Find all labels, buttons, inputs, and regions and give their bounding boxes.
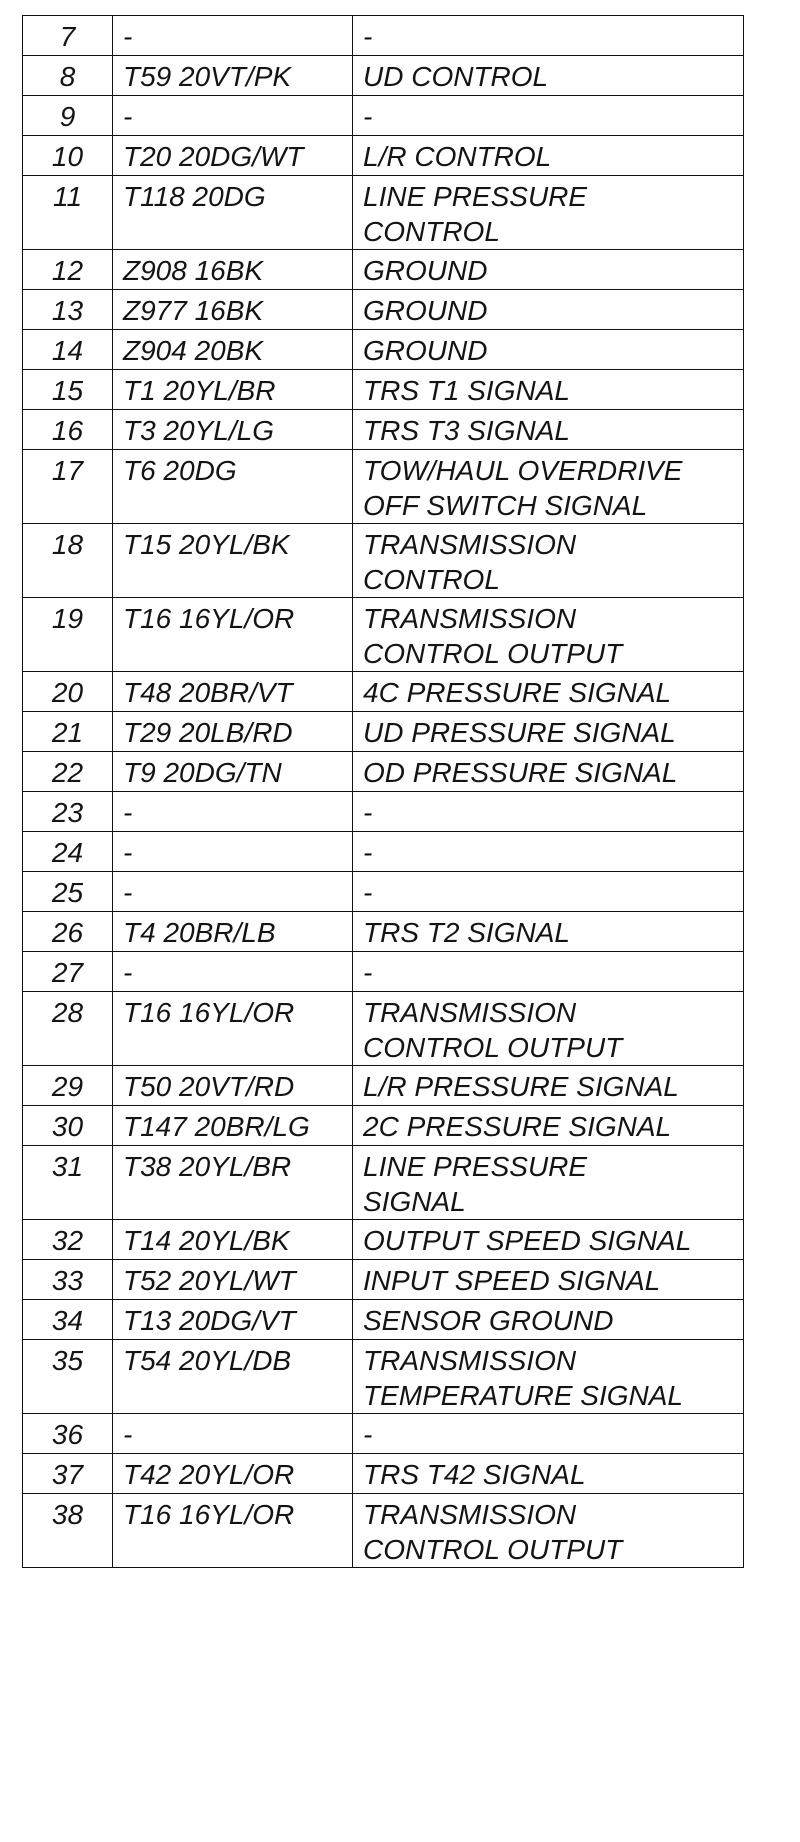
circuit-cell-text: T16 16YL/OR xyxy=(123,1499,295,1530)
circuit-cell-text: T13 20DG/VT xyxy=(123,1305,296,1336)
circuit-cell xyxy=(113,1454,353,1494)
pin-cell-text: 22 xyxy=(51,757,84,788)
pin-cell-text: 34 xyxy=(51,1305,84,1336)
table-row xyxy=(23,1454,744,1494)
circuit-cell-text: T118 20DG xyxy=(123,181,266,212)
function-cell xyxy=(353,370,744,410)
circuit-cell-text: - xyxy=(123,101,133,132)
table-row xyxy=(23,96,744,136)
function-cell xyxy=(353,1454,744,1494)
function-cell-text: TRS T1 SIGNAL xyxy=(363,375,570,406)
table-row xyxy=(23,136,744,176)
pin-cell xyxy=(23,1220,113,1260)
circuit-cell-text: T38 20YL/BR xyxy=(123,1151,292,1182)
circuit-cell-text: T42 20YL/OR xyxy=(123,1459,295,1490)
pin-cell xyxy=(23,1066,113,1106)
circuit-cell xyxy=(113,832,353,872)
table-row xyxy=(23,912,744,952)
pin-table-body xyxy=(23,16,744,1568)
pin-cell xyxy=(23,1340,113,1414)
function-cell-text: - xyxy=(363,101,373,132)
circuit-cell xyxy=(113,1340,353,1414)
table-row xyxy=(23,598,744,672)
pin-cell xyxy=(23,832,113,872)
function-cell xyxy=(353,1340,744,1414)
pin-cell xyxy=(23,872,113,912)
function-cell xyxy=(353,1106,744,1146)
circuit-cell xyxy=(113,290,353,330)
pin-cell-text: 11 xyxy=(52,181,83,212)
circuit-cell-text: T52 20YL/WT xyxy=(123,1265,296,1296)
pin-cell xyxy=(23,16,113,56)
pin-cell-text: 23 xyxy=(51,797,84,828)
function-cell xyxy=(353,16,744,56)
pin-cell xyxy=(23,1494,113,1568)
pin-cell xyxy=(23,912,113,952)
circuit-cell xyxy=(113,524,353,598)
pin-cell-text: 9 xyxy=(59,101,76,132)
pin-cell xyxy=(23,330,113,370)
circuit-cell-text: T48 20BR/VT xyxy=(123,677,293,708)
table-row xyxy=(23,712,744,752)
table-row xyxy=(23,792,744,832)
pin-cell-text: 28 xyxy=(51,997,84,1028)
function-cell xyxy=(353,290,744,330)
circuit-cell xyxy=(113,1260,353,1300)
pin-cell-text: 17 xyxy=(51,455,84,486)
table-row xyxy=(23,952,744,992)
pin-cell xyxy=(23,1106,113,1146)
table-row xyxy=(23,450,744,524)
function-cell-text: TRANSMISSION TEMPERATURE SIGNAL xyxy=(363,1345,683,1411)
function-cell-text: - xyxy=(363,21,373,52)
table-row xyxy=(23,330,744,370)
circuit-cell-text: T9 20DG/TN xyxy=(123,757,282,788)
table-row xyxy=(23,1340,744,1414)
pin-cell-text: 18 xyxy=(51,529,84,560)
pin-cell-text: 25 xyxy=(51,877,84,908)
function-cell xyxy=(353,410,744,450)
circuit-cell-text: - xyxy=(123,877,133,908)
function-cell-text: UD PRESSURE SIGNAL xyxy=(363,717,676,748)
pin-table xyxy=(22,15,744,1568)
circuit-cell-text: T6 20DG xyxy=(123,455,237,486)
function-cell xyxy=(353,832,744,872)
function-cell-text: SENSOR GROUND xyxy=(363,1305,614,1336)
function-cell xyxy=(353,1146,744,1220)
function-cell xyxy=(353,752,744,792)
function-cell xyxy=(353,330,744,370)
circuit-cell xyxy=(113,56,353,96)
circuit-cell-text: T16 16YL/OR xyxy=(123,603,295,634)
function-cell xyxy=(353,598,744,672)
pin-cell-text: 36 xyxy=(51,1419,84,1450)
pin-cell xyxy=(23,290,113,330)
function-cell-text: OD PRESSURE SIGNAL xyxy=(363,757,678,788)
circuit-cell-text: T16 16YL/OR xyxy=(123,997,295,1028)
circuit-cell-text: - xyxy=(123,797,133,828)
circuit-cell xyxy=(113,992,353,1066)
pin-cell xyxy=(23,992,113,1066)
circuit-cell-text: T3 20YL/LG xyxy=(123,415,274,446)
circuit-cell-text: T1 20YL/BR xyxy=(123,375,276,406)
circuit-cell-text: - xyxy=(123,1419,133,1450)
table-row xyxy=(23,1106,744,1146)
circuit-cell xyxy=(113,176,353,250)
circuit-cell-text: T50 20VT/RD xyxy=(123,1071,295,1102)
circuit-cell xyxy=(113,1146,353,1220)
circuit-cell-text: T54 20YL/DB xyxy=(123,1345,292,1376)
function-cell-text: L/R CONTROL xyxy=(363,141,552,172)
function-cell xyxy=(353,1494,744,1568)
pin-cell xyxy=(23,370,113,410)
function-cell-text: - xyxy=(363,837,373,868)
pin-cell xyxy=(23,56,113,96)
table-row xyxy=(23,672,744,712)
pin-cell-text: 33 xyxy=(51,1265,84,1296)
function-cell-text: - xyxy=(363,877,373,908)
pin-cell-text: 29 xyxy=(51,1071,84,1102)
pin-cell xyxy=(23,1260,113,1300)
function-cell xyxy=(353,992,744,1066)
function-cell-text: - xyxy=(363,797,373,828)
pin-cell-text: 32 xyxy=(51,1225,84,1256)
function-cell-text: TOW/HAUL OVERDRIVE OFF SWITCH SIGNAL xyxy=(363,455,683,521)
table-row xyxy=(23,992,744,1066)
table-row xyxy=(23,16,744,56)
pin-cell xyxy=(23,1414,113,1454)
circuit-cell-text: - xyxy=(123,957,133,988)
function-cell-text: TRS T2 SIGNAL xyxy=(363,917,570,948)
circuit-cell xyxy=(113,912,353,952)
pin-cell xyxy=(23,1454,113,1494)
function-cell-text: GROUND xyxy=(363,295,488,326)
table-row xyxy=(23,410,744,450)
circuit-cell-text: T59 20VT/PK xyxy=(123,61,292,92)
table-row xyxy=(23,176,744,250)
circuit-cell-text: T14 20YL/BK xyxy=(123,1225,290,1256)
table-row xyxy=(23,250,744,290)
function-cell xyxy=(353,872,744,912)
table-row xyxy=(23,524,744,598)
circuit-cell xyxy=(113,250,353,290)
function-cell xyxy=(353,1220,744,1260)
pin-cell-text: 12 xyxy=(51,255,84,286)
circuit-cell xyxy=(113,952,353,992)
function-cell-text: LINE PRESSURE SIGNAL xyxy=(363,1151,588,1217)
pin-cell-text: 14 xyxy=(51,335,84,366)
table-row xyxy=(23,752,744,792)
function-cell-text: - xyxy=(363,957,373,988)
function-cell-text: 4C PRESSURE SIGNAL xyxy=(363,677,672,708)
pin-cell-text: 7 xyxy=(59,21,76,52)
table-row xyxy=(23,1494,744,1568)
pin-cell xyxy=(23,1300,113,1340)
function-cell-text: LINE PRESSURE CONTROL xyxy=(363,181,588,247)
circuit-cell-text: T15 20YL/BK xyxy=(123,529,290,560)
table-row xyxy=(23,832,744,872)
table-row xyxy=(23,290,744,330)
pin-cell xyxy=(23,524,113,598)
pin-cell xyxy=(23,598,113,672)
function-cell-text: TRANSMISSION CONTROL xyxy=(363,529,577,595)
pin-cell-text: 19 xyxy=(51,603,84,634)
function-cell-text: TRANSMISSION CONTROL OUTPUT xyxy=(363,997,623,1063)
circuit-cell xyxy=(113,1300,353,1340)
table-row xyxy=(23,56,744,96)
function-cell xyxy=(353,524,744,598)
pin-cell xyxy=(23,136,113,176)
circuit-cell xyxy=(113,872,353,912)
pin-cell xyxy=(23,96,113,136)
circuit-cell-text: T29 20LB/RD xyxy=(123,717,293,748)
pin-cell-text: 26 xyxy=(51,917,84,948)
function-cell xyxy=(353,1300,744,1340)
circuit-cell xyxy=(113,96,353,136)
pin-cell xyxy=(23,450,113,524)
function-cell xyxy=(353,250,744,290)
table-row xyxy=(23,1260,744,1300)
circuit-cell xyxy=(113,410,353,450)
function-cell-text: 2C PRESSURE SIGNAL xyxy=(363,1111,672,1142)
function-cell-text: GROUND xyxy=(363,255,488,286)
function-cell-text: TRS T3 SIGNAL xyxy=(363,415,570,446)
pin-cell xyxy=(23,752,113,792)
circuit-cell xyxy=(113,792,353,832)
function-cell xyxy=(353,712,744,752)
table-row xyxy=(23,1414,744,1454)
table-row xyxy=(23,370,744,410)
circuit-cell xyxy=(113,370,353,410)
function-cell-text: TRS T42 SIGNAL xyxy=(363,1459,586,1490)
pin-cell xyxy=(23,176,113,250)
circuit-cell xyxy=(113,450,353,524)
circuit-cell xyxy=(113,330,353,370)
circuit-cell xyxy=(113,1494,353,1568)
pin-cell-text: 13 xyxy=(51,295,84,326)
pin-cell-text: 10 xyxy=(51,141,84,172)
pin-cell xyxy=(23,952,113,992)
circuit-cell-text: - xyxy=(123,21,133,52)
circuit-cell-text: T20 20DG/WT xyxy=(123,141,304,172)
function-cell xyxy=(353,1260,744,1300)
function-cell-text: GROUND xyxy=(363,335,488,366)
circuit-cell xyxy=(113,672,353,712)
function-cell-text: TRANSMISSION CONTROL OUTPUT xyxy=(363,1499,623,1565)
function-cell xyxy=(353,672,744,712)
function-cell xyxy=(353,136,744,176)
circuit-cell xyxy=(113,712,353,752)
pin-cell xyxy=(23,1146,113,1220)
function-cell xyxy=(353,176,744,250)
table-row xyxy=(23,1146,744,1220)
circuit-cell-text: T4 20BR/LB xyxy=(123,917,276,948)
pin-cell-text: 8 xyxy=(59,61,76,92)
circuit-cell xyxy=(113,1106,353,1146)
function-cell xyxy=(353,450,744,524)
circuit-cell-text: Z904 20BK xyxy=(123,335,264,366)
table-row xyxy=(23,1300,744,1340)
circuit-cell-text: - xyxy=(123,837,133,868)
pin-cell-text: 16 xyxy=(51,415,84,446)
circuit-cell xyxy=(113,752,353,792)
pin-cell-text: 35 xyxy=(51,1345,84,1376)
function-cell-text: TRANSMISSION CONTROL OUTPUT xyxy=(363,603,623,669)
pin-cell-text: 37 xyxy=(51,1459,84,1490)
circuit-cell xyxy=(113,1220,353,1260)
pin-cell-text: 15 xyxy=(51,375,84,406)
circuit-cell xyxy=(113,16,353,56)
table-row xyxy=(23,1066,744,1106)
pin-cell xyxy=(23,672,113,712)
function-cell xyxy=(353,1066,744,1106)
pin-cell-text: 21 xyxy=(51,717,84,748)
pin-cell xyxy=(23,250,113,290)
circuit-cell-text: Z908 16BK xyxy=(123,255,264,286)
function-cell xyxy=(353,1414,744,1454)
pin-cell-text: 20 xyxy=(51,677,84,708)
table-row xyxy=(23,1220,744,1260)
circuit-cell-text: T147 20BR/LG xyxy=(123,1111,310,1142)
circuit-cell xyxy=(113,136,353,176)
table-row xyxy=(23,872,744,912)
pin-cell-text: 30 xyxy=(51,1111,84,1142)
pin-cell xyxy=(23,792,113,832)
pin-cell xyxy=(23,410,113,450)
pin-cell-text: 27 xyxy=(51,957,84,988)
function-cell-text: INPUT SPEED SIGNAL xyxy=(363,1265,661,1296)
circuit-cell-text: Z977 16BK xyxy=(123,295,264,326)
circuit-cell xyxy=(113,1066,353,1106)
pin-cell-text: 31 xyxy=(51,1151,84,1182)
pin-cell-text: 24 xyxy=(51,837,84,868)
function-cell-text: - xyxy=(363,1419,373,1450)
function-cell xyxy=(353,56,744,96)
circuit-cell xyxy=(113,598,353,672)
function-cell xyxy=(353,952,744,992)
function-cell-text: UD CONTROL xyxy=(363,61,549,92)
pin-cell-text: 38 xyxy=(51,1499,84,1530)
circuit-cell xyxy=(113,1414,353,1454)
function-cell xyxy=(353,96,744,136)
function-cell-text: L/R PRESSURE SIGNAL xyxy=(363,1071,679,1102)
function-cell xyxy=(353,912,744,952)
function-cell-text: OUTPUT SPEED SIGNAL xyxy=(363,1225,692,1256)
function-cell xyxy=(353,792,744,832)
pin-cell xyxy=(23,712,113,752)
